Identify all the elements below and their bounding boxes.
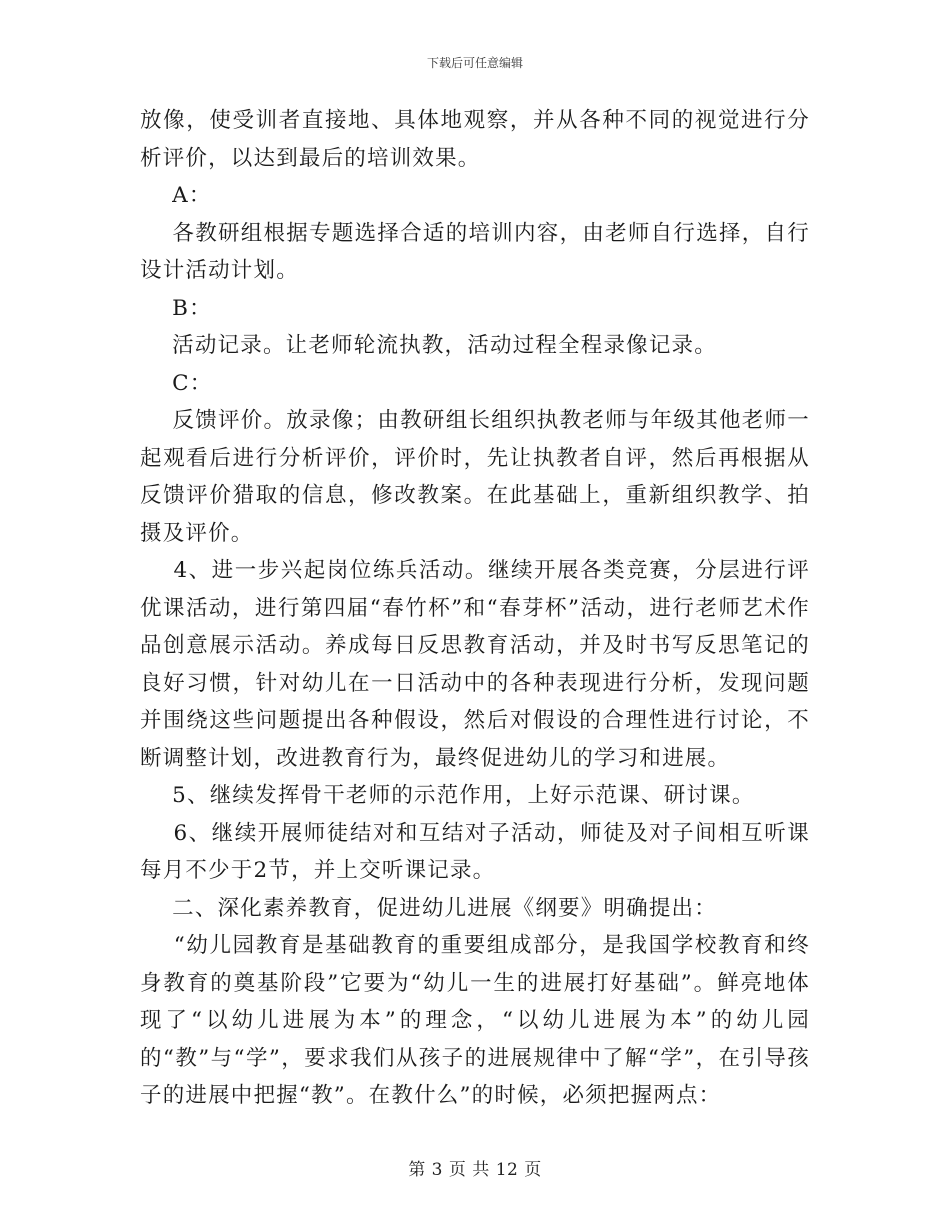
paragraph: 活动记录。让老师轮流执教，活动过程全程录像记录。	[140, 333, 717, 358]
document-body	[140, 102, 810, 1115]
paragraph: 反馈评价。放录像；由教研组长组织执教老师与年级其他老师一起观看后进行分析评价，评价时，先让执教者自评，然后再根据从反馈评价猎取的信息，修改教案。在此基础上，重新组织教学、拍摄及评价。	[140, 408, 811, 546]
paragraph: A：	[140, 183, 212, 208]
paragraph: 4、进一步兴起岗位练兵活动。继续开展各类竞赛，分层进行评优课活动，进行第四届“春竹杯”和“春芽杯”活动，进行老师艺术作品创意展示活动。养成每日反思教育活动，并及时书写反思笔记的良好习惯，针对幼儿在一日活动中的各种表现进行分析，发现问题并围绕这些问题提出各种假设，然后对假设的合理性进行讨论，不断调整计划，改进教育行为，最终促进幼儿的学习和进展。	[140, 558, 810, 771]
paragraph: 二、深化素养教育，促进幼儿进展《纲要》明确提出：	[140, 895, 717, 921]
page-footer: 第 3 页 共 12 页	[408, 1160, 542, 1180]
header-note: 下载后可任意编辑	[426, 56, 523, 70]
paragraph: B：	[140, 295, 212, 321]
paragraph: 5、继续发挥骨干老师的示范作用，上好示范课、研讨课。	[140, 783, 755, 808]
paragraph: 6、继续开展师徒结对和互结对子活动，师徒及对子间相互听课每月不少于2节，并上交听课记录。	[140, 820, 810, 883]
paragraph: 各教研组根据专题选择合适的培训内容，由老师自行选择，自行设计活动计划。	[140, 220, 811, 283]
paragraph: “幼儿园教育是基础教育的重要组成部分，是我国学校教育和终身教育的奠基阶段”它要为“幼儿一生的进展打好基础”。鲜亮地体现了“以幼儿进展为本”的理念，“以幼儿进展为本”的幼儿园的“教”与“学”，要求我们从孩子的进展规律中了解“学”，在引导孩子的进展中把握“教”。在教什么”的时候，必须把握两点：	[140, 933, 810, 1108]
paragraph: 放像，使受训者直接地、具体地观察，并从各种不同的视觉进行分析评价，以达到最后的培训效果。	[140, 108, 810, 171]
paragraph: C：	[140, 370, 213, 396]
